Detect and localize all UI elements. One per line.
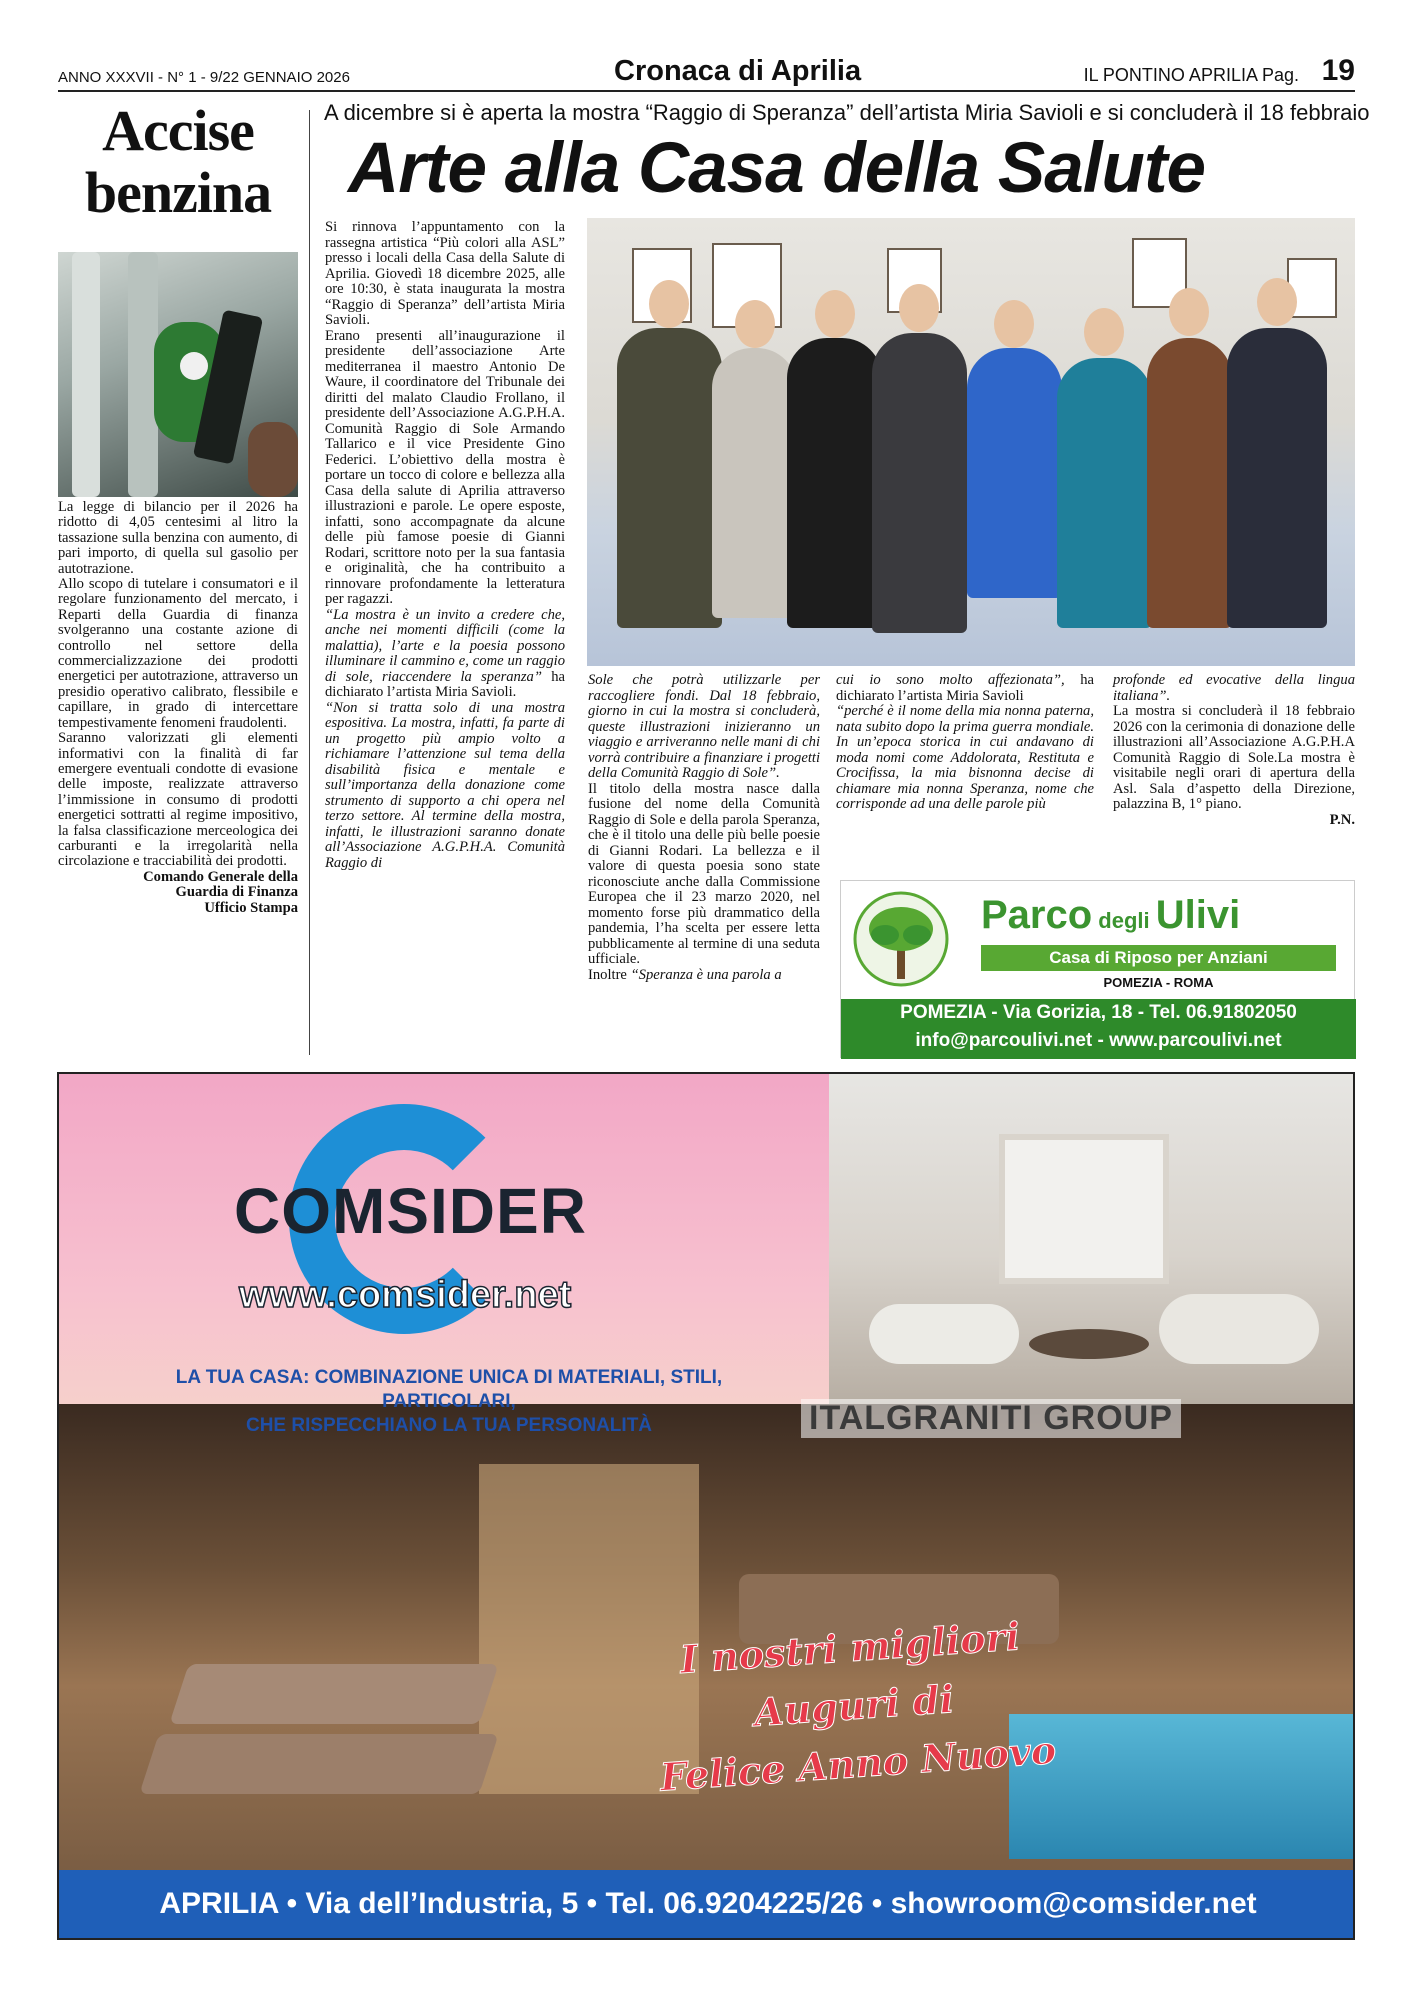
article-author: P.N. — [1329, 811, 1355, 828]
exhibition-group-photo — [587, 218, 1355, 666]
page-header — [58, 54, 1355, 92]
parco-web: info@parcoulivi.net - www.parcoulivi.net — [915, 1030, 1282, 1051]
interior-living-photo — [829, 1074, 1355, 1404]
comsider-tagline: LA TUA CASA: COMBINAZIONE UNICA DI MATERIALI, STILI, PARTICOLARI, CHE RISPECCHIANO LA TUA PERSONALITÀ — [175, 1367, 723, 1436]
parco-subtitle: Casa di Riposo per Anziani — [981, 945, 1336, 971]
side-article-signature: Comando Generale della Guardia di Finanza Ufficio Stampa — [143, 868, 298, 916]
article-headline: Arte alla Casa della Salute — [348, 129, 1205, 208]
section-title: Cronaca di Aprilia — [614, 55, 862, 87]
issue-info: ANNO XXXVII - N° 1 - 9/22 GENNAIO 2026 — [58, 69, 350, 86]
comsider-ad — [57, 1072, 1355, 1940]
fuel-pump-photo — [58, 252, 298, 497]
parco-cities: POMEZIA - ROMA — [1103, 975, 1214, 990]
comsider-brand: COMSIDER — [234, 1175, 587, 1247]
parco-title: Parco degli Ulivi — [981, 893, 1241, 937]
olive-tree-icon — [851, 889, 951, 989]
article-column-3: cui io sono molto affezionata”, ha dichiarato l’artista Miria Savioli “perché è il nome della mia nonna paterna, nata subito dopo la prima guerra mondiale. In un’epoca storica in cui andavano di moda nomi come Addolorata, Restituta e Crocifissa, la mia bisnonna decise di chiamare mia nonna Speranza, nome che corrisponde ad una delle parole più — [836, 672, 1094, 812]
article-column-2: Sole che potrà utilizzarle per raccogliere fondi. Dal 18 febbraio, giorno in cui la mostra si concluderà, queste illustrazioni inizieranno un viaggio e arriveranno nelle mani di chi vorrà contribuire a finanziare i progetti della Comunità Raggio di Sole”. Il titolo della mostra nasce dalla fusione del nome della Comunità Raggio di Sole e della parola Speranza, che è il titolo una delle più belle poesie di Gianni Rodari. La bellezza e il valore di questa poesia sono state riconosciute anche dalla Commissione Europea che il 23 marzo 2020, nel momento forse più drammatico della pandemia, l’ha scelta per essere letta pubblicamente al termine di una seduta ufficiale. Inoltre “Speranza è una parola a — [588, 672, 820, 983]
column-divider — [309, 110, 310, 1055]
parco-contacts — [841, 999, 1356, 1059]
new-year-greeting: I nostri migliori Auguri di Felice Anno Nuovo — [658, 1613, 1058, 1800]
comsider-url: www.comsider.net — [239, 1274, 572, 1316]
italgraniti-logo: ITALGRANITI GROUP — [801, 1399, 1181, 1438]
page-number: 19 — [1321, 54, 1355, 87]
parco-ulivi-ad — [840, 880, 1355, 1058]
side-article-body: La legge di bilancio per il 2026 ha ridotto di 4,05 centesimi al litro la tassazione sulla benzina con aumento, di pari importo, di quella sul gasolio per autotrazione. Allo scopo di tutelare i consumatori e il regolare funzionamento del mercato, i Reparti della Guardia di finanza svolgeranno una costante azione di controllo nel settore della commercializzazione dei prodotti energetici per autotrazione, attraverso un presidio operativo calibrato, flessibile e capillare, in grado di intercettare tempestivamente fenomeni fraudolenti. Saranno valorizzati gli elementi informativi con la finalità di far emergere eventuali condotte di evasione delle imposte, realizzate attraverso l’immissione in consumo di prodotti energetici sottratti al regime impositivo, la falsa classificazione merceologica dei carburanti e la irregolarità nella circolazione e tracciabilità dei prodotti. Comando Generale della Guardia di Finanza Ufficio Stampa — [58, 499, 298, 916]
parco-address: POMEZIA - Via Gorizia, 18 - Tel. 06.91802050 — [900, 1002, 1297, 1023]
comsider-contacts: APRILIA • Via dell’Industria, 5 • Tel. 06.9204225/26 • showroom@comsider.net — [59, 1870, 1355, 1938]
paper-name: IL PONTINO APRILIA Pag. — [1083, 65, 1299, 85]
article-column-1: Si rinnova l’appuntamento con la rassegna artistica “Più colori alla ASL” presso i locali della Casa della Salute di Aprilia. Giovedì 18 dicembre 2025, alle ore 10:30, è stata inaugurata la mostra “Raggio di Speranza” dell’artista Miria Savioli. Erano presenti all’inaugurazione il presidente dell’associazione Arte mediterranea il maestro Antonio De Waure, il coordinatore del Tribunale dei diritti del malato Claudio Frollano, il presidente dell’Associazione A.G.P.H.A. Comunità Raggio di Sole Armando Tallarico e il vice Presidente Gino Federici. L’obiettivo della mostra è portare un tocco di colore e bellezza alla Casa della salute di Aprilia attraverso illustrazioni e parole. Le opere esposte, infatti, sono accompagnate da alcune delle più famose poesie di Gianni Rodari, scrittore noto per la sua fantasia e originalità, che ha contribuito a rinnovare profondamente la letteratura per ragazzi. “La mostra è un invito a credere che, anche nei momenti difficili (come la malattia), l’arte e la poesia possono illuminare il cammino e, come un raggio di sole, riaccendere la speranza” ha dichiarato l’artista Miria Savioli. “Non si tratta solo di una mostra espositiva. La mostra, infatti, fa parte di un progetto più ampio volto a richiamare l’attenzione sul tema della disabilità fisica e mentale e sull’importanza della donazione come strumento di supporto a chi opera nel terzo settore. Al termine della mostra, infatti, le illustrazioni saranno donate all’Associazione A.G.P.H.A. Comunità Raggio di — [325, 219, 565, 871]
side-article — [58, 100, 298, 1055]
article-kicker: A dicembre si è aperta la mostra “Raggio di Speranza” dell’artista Miria Savioli e si concluderà il 18 febbraio — [324, 100, 1370, 125]
article-column-4: profonde ed evocative della lingua italiana”. La mostra si concluderà il 18 febbraio 2026 con la cerimonia di donazione delle illustrazioni all’Associazione A.G.P.H.A Comunità Raggio di Sole.La mostra è visitabile negli orari di apertura della Asl. Sala d’aspetto della Direzione, palazzina B, 1° piano. P.N. — [1113, 672, 1355, 828]
side-article-title: Accise benzina — [84, 98, 272, 225]
